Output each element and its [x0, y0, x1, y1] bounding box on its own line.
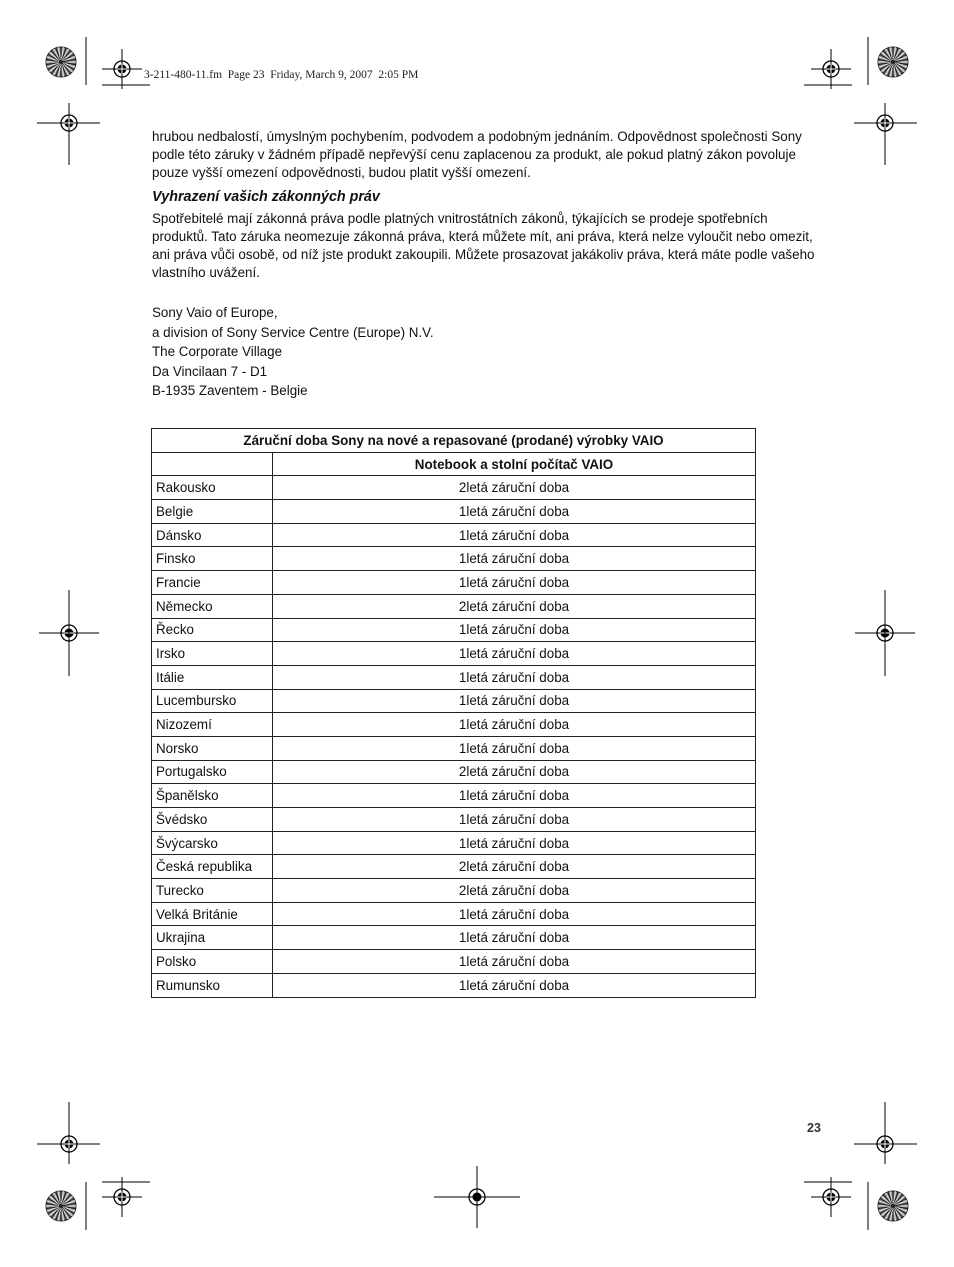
address-line: The Corporate Village [152, 344, 283, 360]
warranty-period-cell: 1letá záruční doba [273, 831, 756, 855]
warranty-period-cell: 1letá záruční doba [273, 926, 756, 950]
table-title: Záruční doba Sony na nové a repasované (prodané) výrobky VAIO [152, 429, 756, 453]
table-row [152, 618, 756, 642]
registration-mark-icon [871, 109, 899, 137]
country-cell: Dánsko [152, 523, 273, 547]
page-number: 23 [807, 1121, 821, 1135]
country-cell: Velká Británie [152, 902, 273, 926]
warranty-period-cell: 2letá záruční doba [273, 594, 756, 618]
section-paragraph: Spotřebitelé mají zákonná práva podle platných vnitrostátních zákonů, týkajících se prodeje spotřebních produktů. Tato záruka neomezuje zákonná práva, která můžete mít, ani práva, která nelze vyloučit nebo omezit, ani práva vůči osobě, od níž jste produkt zakoupili. Můžete prosazovat jakákoliv práva, která máte podle vašeho vlastního uvážení. [152, 211, 815, 280]
warranty-period-cell: 1letá záruční doba [273, 973, 756, 997]
warranty-period-cell: 1letá záruční doba [273, 642, 756, 666]
warranty-period-cell: 2letá záruční doba [273, 760, 756, 784]
section-heading: Vyhrazení vašich zákonných práv [152, 189, 380, 205]
table-row [152, 642, 756, 666]
warranty-period-cell: 1letá záruční doba [273, 571, 756, 595]
table-column-header: Notebook a stolní počítač VAIO [273, 452, 756, 476]
address-line: Da Vincilaan 7 - D1 [152, 363, 268, 379]
warranty-period-cell: 1letá záruční doba [273, 784, 756, 808]
registration-mark-icon [55, 109, 83, 137]
table-row [152, 594, 756, 618]
table-row [152, 808, 756, 832]
registration-mark-icon [102, 1177, 142, 1217]
country-cell: Německo [152, 594, 273, 618]
table-row [152, 476, 756, 500]
warranty-period-cell: 2letá záruční doba [273, 476, 756, 500]
country-cell: Rakousko [152, 476, 273, 500]
table-title-row [152, 429, 756, 453]
table-row [152, 523, 756, 547]
country-cell: Švýcarsko [152, 831, 273, 855]
star-target-icon [878, 47, 908, 77]
country-cell: Norsko [152, 736, 273, 760]
country-cell: Belgie [152, 500, 273, 524]
table-header-row [152, 452, 756, 476]
country-cell: Ukrajina [152, 926, 273, 950]
table-row [152, 500, 756, 524]
table-row [152, 665, 756, 689]
registration-mark-icon [55, 1130, 83, 1158]
country-cell: Rumunsko [152, 973, 273, 997]
country-cell: Portugalsko [152, 760, 273, 784]
country-cell: Česká republika [152, 855, 273, 879]
warranty-period-cell: 1letá záruční doba [273, 950, 756, 974]
warranty-period-cell: 1letá záruční doba [273, 736, 756, 760]
star-target-icon [46, 47, 76, 77]
print-file-info: 3-211-480-11.fm Page 23 Friday, March 9, 2007 2:05 PM [144, 69, 419, 81]
registration-mark-icon [811, 1177, 851, 1217]
address-line: Sony Vaio of Europe, [152, 305, 278, 320]
table-row [152, 831, 756, 855]
country-cell: Řecko [152, 618, 273, 642]
warranty-period-cell: 1letá záruční doba [273, 500, 756, 524]
table-row [152, 926, 756, 950]
intro-paragraph: hrubou nedbalostí, úmyslným pochybením, podvodem a podobným jednáním. Odpovědnost společnosti Sony podle této záruky v žádném případě nepřevýší cenu zaplacenou za produkt, ale pokud platný zákon povoluje pouze vyšší omezení odpovědnosti, budou platit vyšší omezení. [152, 129, 802, 180]
table-row [152, 879, 756, 903]
warranty-period-cell: 1letá záruční doba [273, 902, 756, 926]
country-cell: Španělsko [152, 784, 273, 808]
star-target-icon [46, 1191, 76, 1221]
country-cell: Turecko [152, 879, 273, 903]
address-line: a division of Sony Service Centre (Europe) N.V. [152, 324, 434, 340]
country-cell: Švédsko [152, 808, 273, 832]
registration-mark-icon [811, 49, 851, 89]
table-row [152, 547, 756, 571]
table-row [152, 689, 756, 713]
warranty-period-cell: 1letá záruční doba [273, 713, 756, 737]
warranty-period-cell: 1letá záruční doba [273, 547, 756, 571]
table-row [152, 760, 756, 784]
table-row [152, 713, 756, 737]
warranty-period-cell: 1letá záruční doba [273, 665, 756, 689]
star-target-icon [878, 1191, 908, 1221]
country-cell: Itálie [152, 665, 273, 689]
country-cell: Irsko [152, 642, 273, 666]
country-cell: Polsko [152, 950, 273, 974]
warranty-table [151, 428, 756, 998]
country-cell: Francie [152, 571, 273, 595]
table-row [152, 571, 756, 595]
page-content [152, 128, 822, 401]
warranty-period-cell: 1letá záruční doba [273, 689, 756, 713]
warranty-period-cell: 1letá záruční doba [273, 523, 756, 547]
registration-mark-icon [102, 49, 142, 89]
warranty-period-cell: 2letá záruční doba [273, 855, 756, 879]
country-cell: Finsko [152, 547, 273, 571]
table-row [152, 902, 756, 926]
country-cell: Lucembursko [152, 689, 273, 713]
table-row [152, 950, 756, 974]
table-row [152, 784, 756, 808]
table-row [152, 855, 756, 879]
address-block [152, 303, 822, 401]
table-row [152, 736, 756, 760]
registration-mark-icon [871, 1130, 899, 1158]
table-header-empty [152, 452, 273, 476]
table-row [152, 973, 756, 997]
address-line: B-1935 Zaventem - Belgie [152, 383, 308, 399]
country-cell: Nizozemí [152, 713, 273, 737]
warranty-period-cell: 1letá záruční doba [273, 808, 756, 832]
warranty-period-cell: 2letá záruční doba [273, 879, 756, 903]
warranty-period-cell: 1letá záruční doba [273, 618, 756, 642]
